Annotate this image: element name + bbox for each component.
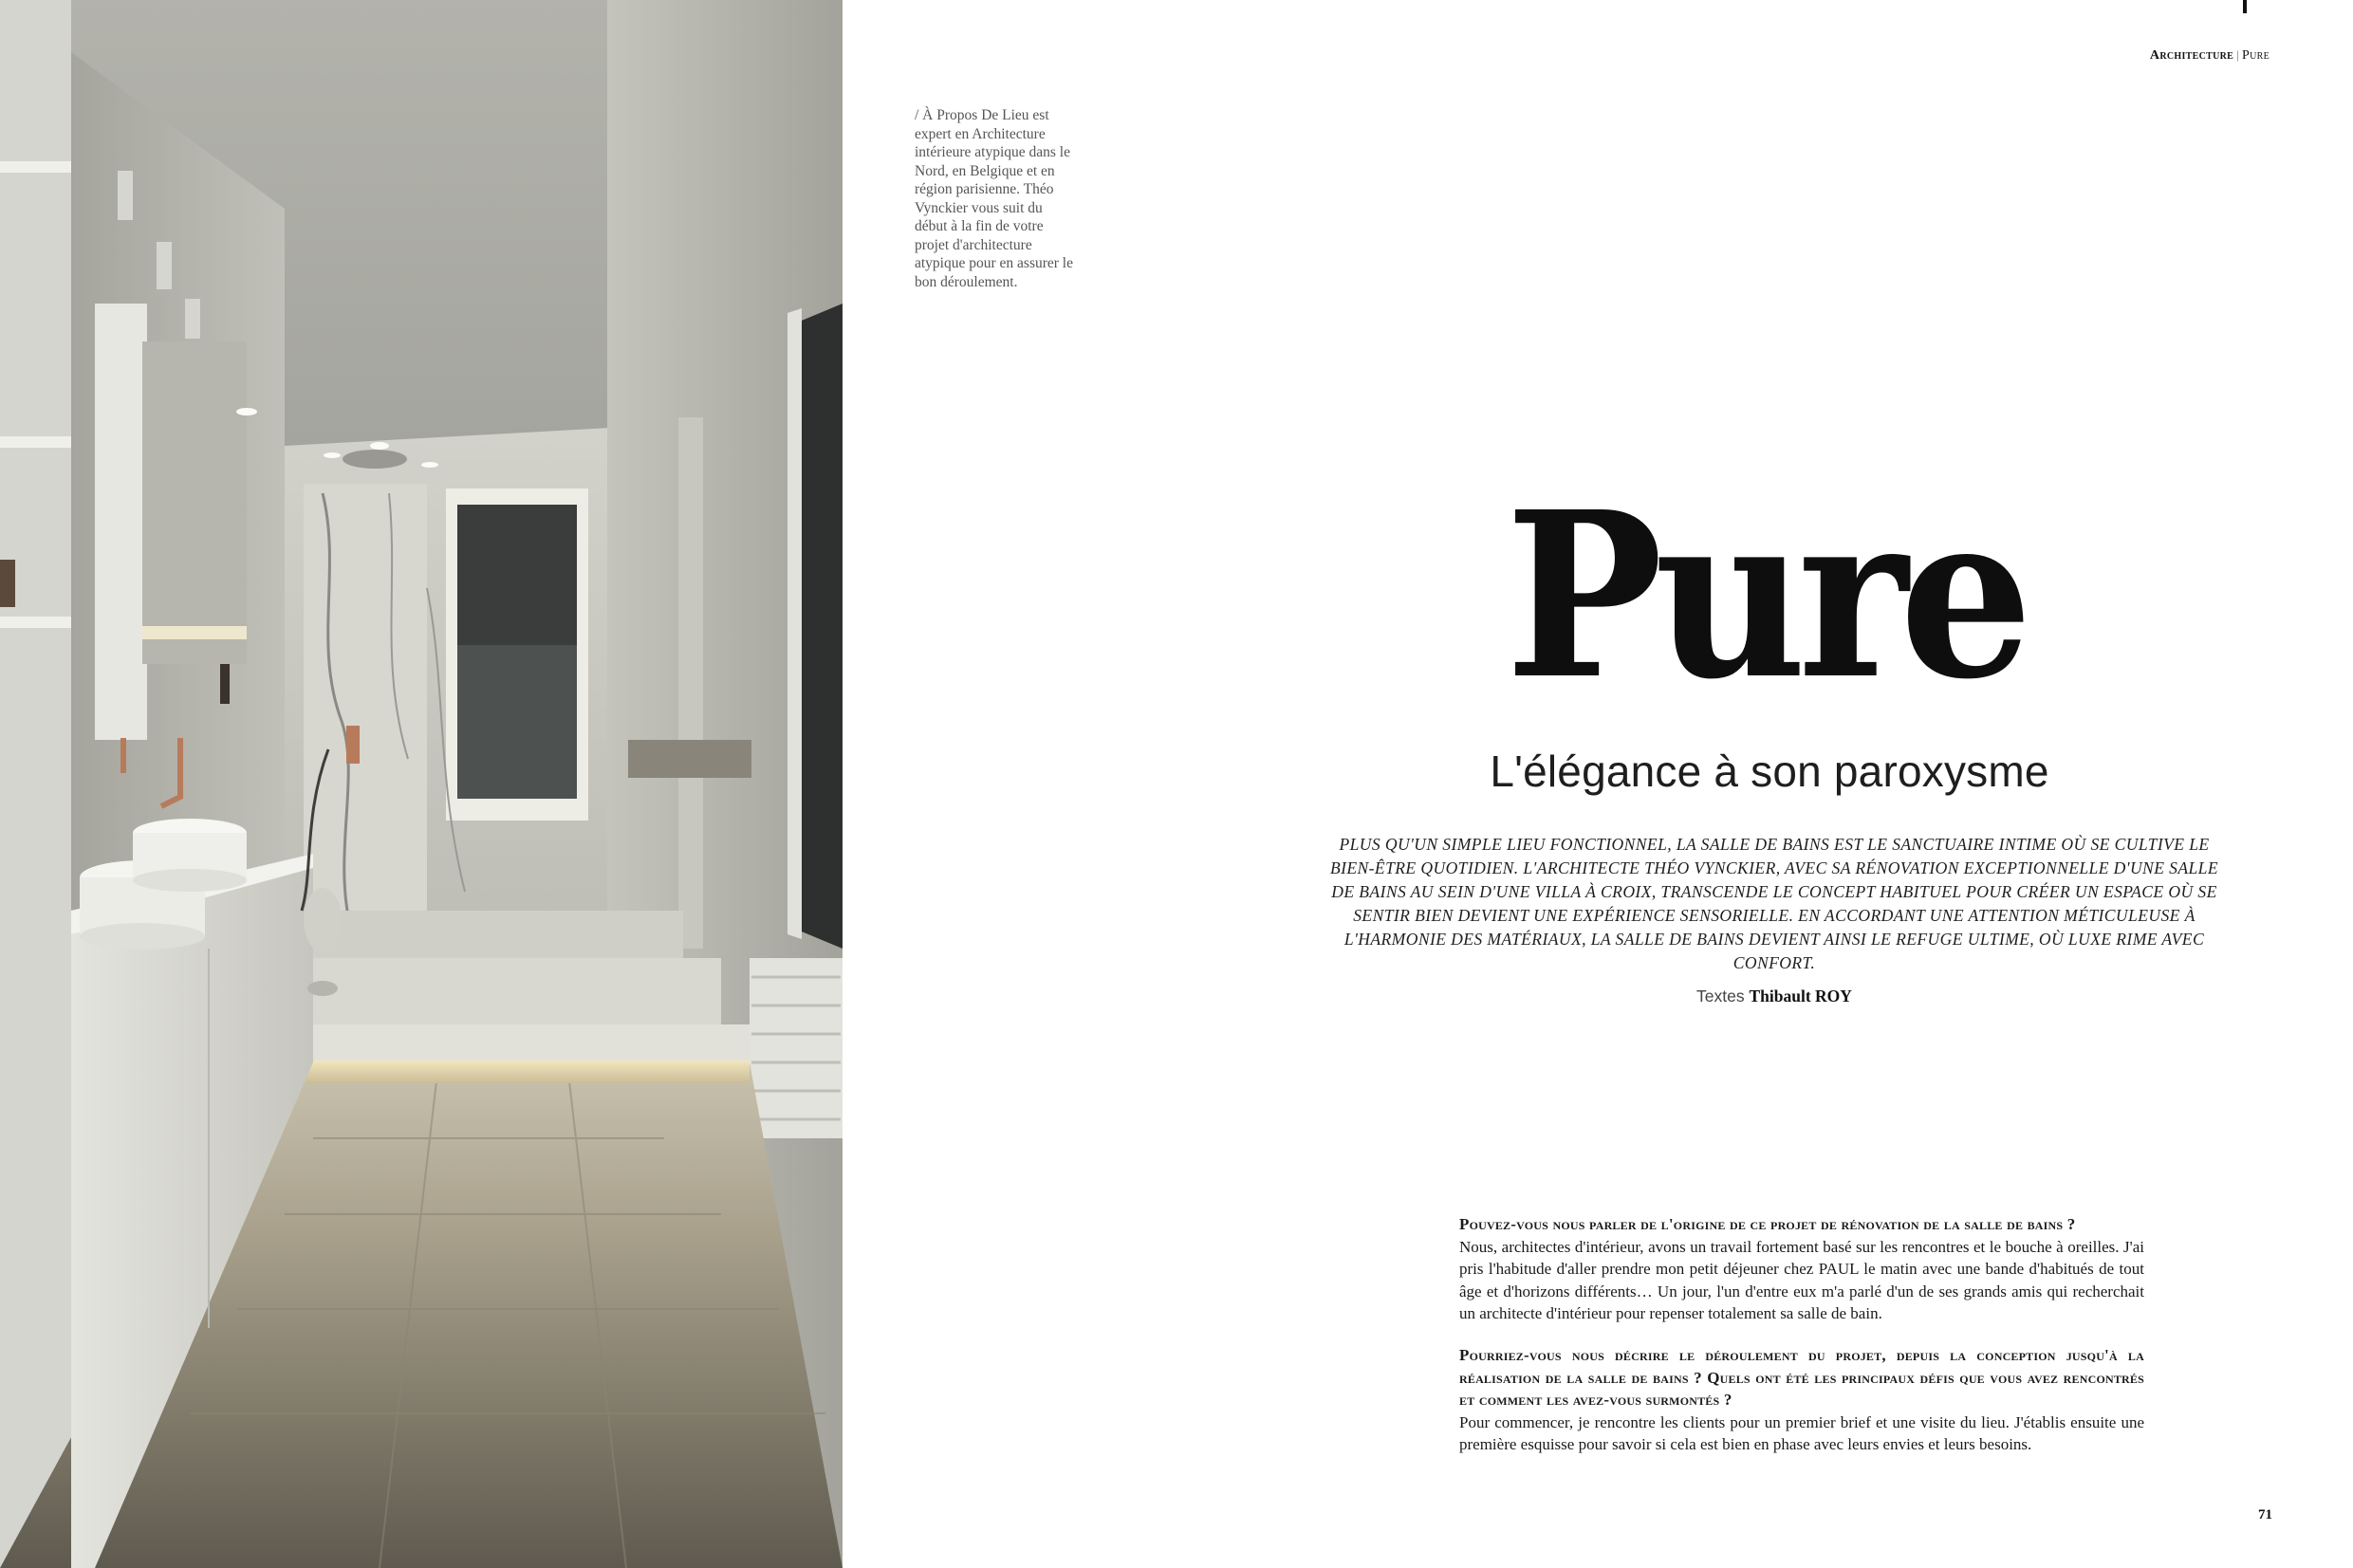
running-head (2150, 47, 2270, 64)
top-rule (2243, 0, 2247, 13)
bathroom-photo (0, 0, 843, 1568)
page-number: 71 (2258, 1507, 2272, 1522)
byline (1423, 987, 2125, 1006)
interview-question: Pourriez-vous nous décrire le déroulement du projet, depuis la conception jusqu'à la réalisation de la salle de bains ? Quels ont été les principaux défis que vous avez rencontrés et comment les avez-vous surmontés ? (1459, 1346, 2144, 1409)
qa-block (1459, 1344, 2144, 1456)
article-title: Pure (1505, 462, 2025, 729)
interview-answer: Pour commencer, je rencontre les clients pour un premier brief et une visite du lieu. J'établis ensuite une première esquisse pour savoir si cela est bien en phase avec leurs envies et leurs besoins. (1459, 1412, 2144, 1453)
byline-author: Thibault ROY (1749, 987, 1852, 1005)
article-subtitle: L'élégance à son paroxysme (1490, 747, 2049, 796)
subsection-name: Pure (2242, 48, 2270, 63)
photo-caption: / À Propos De Lieu est expert en Architecture intérieure atypique dans le Nord, en Belgique et en région parisienne. Théo Vynckier vous suit du début à la fin de votre projet d'architecture atypique pour en assurer le bon déroulement. (915, 107, 1073, 290)
byline-label: Textes (1696, 987, 1745, 1005)
qa-block (1459, 1213, 2144, 1325)
header-separator: | (2236, 47, 2239, 62)
interview-question: Pouvez-vous nous parler de l'origine de ce projet de rénovation de la salle de bains ? (1459, 1215, 2076, 1233)
section-name: Architecture (2149, 48, 2234, 63)
interview-answer: Nous, architectes d'intérieur, avons un travail fortement basé sur les rencontres et le bouche à oreilles. J'ai pris l'habitude d'aller prendre mon petit déjeuner chez PAUL le matin avec une bande d'habitués de tout âge et d'horizons différents… Un jour, l'un d'entre eux m'a parlé d'un de ses grands amis qui recherchait un architecte d'intérieur pour repenser totalement sa salle de bain. (1459, 1237, 2144, 1322)
article-lede: PLUS QU'UN SIMPLE LIEU FONCTIONNEL, LA SALLE DE BAINS EST LE SANCTUAIRE INTIME OÙ SE CULTIVE LE BIEN-ÊTRE QUOTIDIEN. L'ARCHITECTE THÉO VYNCKIER, AVEC SA RÉNOVATION EXCEPTIONNELLE D'UNE SALLE DE BAINS AU SEIN D'UNE VILLA À CROIX, TRANSCENDE LE CONCEPT HABITUEL POUR CRÉER UN ESPACE OÙ SE SENTIR BIEN DEVIENT UNE EXPÉRIENCE SENSORIELLE. EN ACCORDANT UNE ATTENTION MÉTICULEUSE À L'HARMONIE DES MATÉRIAUX, LA SALLE DE BAINS DEVIENT AINSI LE REFUGE ULTIME, OÙ LUXE RIME AVEC CONFORT. (1329, 835, 2218, 972)
